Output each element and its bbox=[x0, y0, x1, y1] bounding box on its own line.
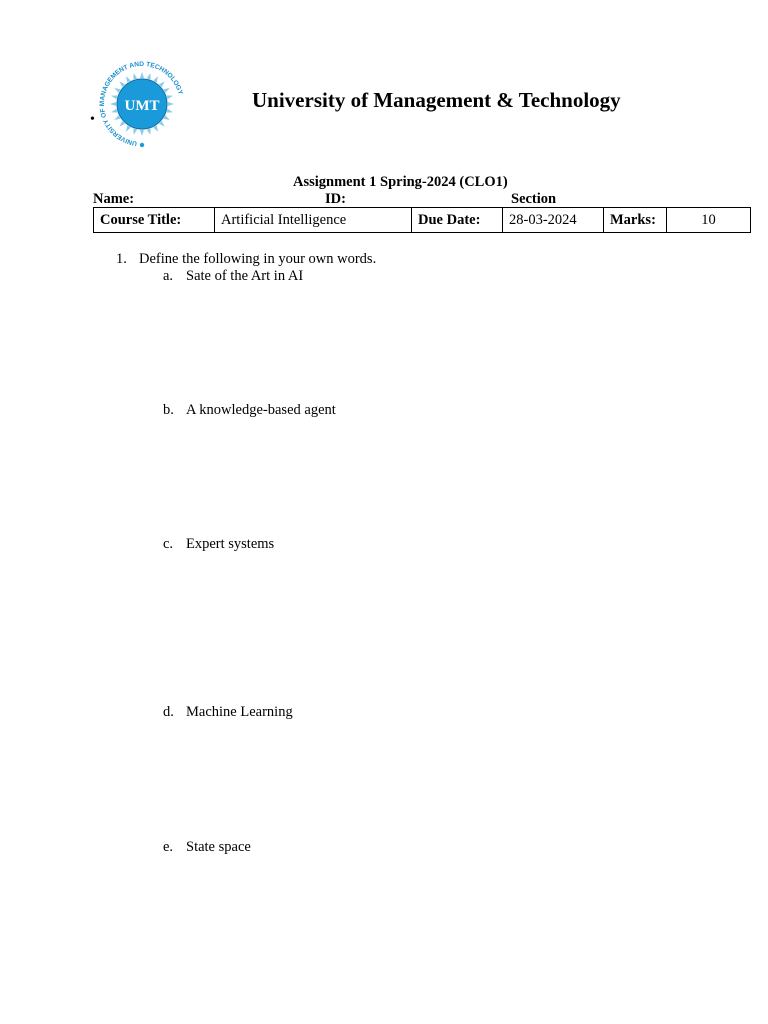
umt-seal-icon bbox=[92, 58, 192, 152]
item-text: Sate of the Art in AI bbox=[186, 268, 304, 284]
logo-ray bbox=[110, 102, 116, 106]
section-label: Section bbox=[511, 191, 557, 207]
logo-ray bbox=[168, 102, 174, 106]
logo-ring-text: UNIVERSITY OF MANAGEMENT AND TECHNOLOGY bbox=[98, 60, 184, 147]
item-text: Expert systems bbox=[186, 536, 275, 552]
course-info-table bbox=[93, 207, 751, 233]
logo-ray bbox=[147, 73, 151, 79]
logo-ray bbox=[167, 95, 173, 99]
question-text: Define the following in your own words. bbox=[139, 251, 377, 267]
course-title-label: Course Title: bbox=[94, 208, 215, 233]
item-letter: d. bbox=[163, 704, 174, 720]
logo-ray bbox=[167, 109, 173, 113]
stray-bullet: • bbox=[90, 112, 95, 127]
logo-ray bbox=[147, 129, 151, 135]
id-label: ID: bbox=[325, 191, 346, 207]
course-info-row bbox=[94, 208, 751, 233]
assignment-title: Assignment 1 Spring-2024 (CLO1) bbox=[293, 174, 508, 190]
umt-logo bbox=[92, 58, 192, 152]
name-label: Name: bbox=[93, 191, 135, 207]
logo-ray bbox=[140, 72, 144, 78]
item-letter: c. bbox=[163, 536, 174, 552]
item-letter: a. bbox=[163, 268, 174, 284]
university-title: University of Management & Technology bbox=[252, 88, 621, 112]
marks-label: Marks: bbox=[604, 208, 667, 233]
due-date-label: Due Date: bbox=[412, 208, 503, 233]
logo-ray bbox=[133, 129, 137, 135]
question-number: 1. bbox=[116, 251, 127, 267]
item-text: A knowledge-based agent bbox=[186, 402, 336, 418]
marks-value: 10 bbox=[667, 208, 751, 233]
logo-ray bbox=[111, 95, 117, 99]
item-letter: b. bbox=[163, 402, 174, 418]
item-letter: e. bbox=[163, 839, 174, 855]
course-title-value: Artificial Intelligence bbox=[215, 208, 412, 233]
item-text: State space bbox=[186, 839, 251, 855]
logo-ray bbox=[133, 73, 137, 79]
due-date-value: 28-03-2024 bbox=[503, 208, 604, 233]
logo-ray bbox=[140, 130, 144, 136]
logo-ray bbox=[111, 109, 117, 113]
item-text: Machine Learning bbox=[186, 704, 293, 720]
logo-center-text: UMT bbox=[124, 98, 160, 114]
